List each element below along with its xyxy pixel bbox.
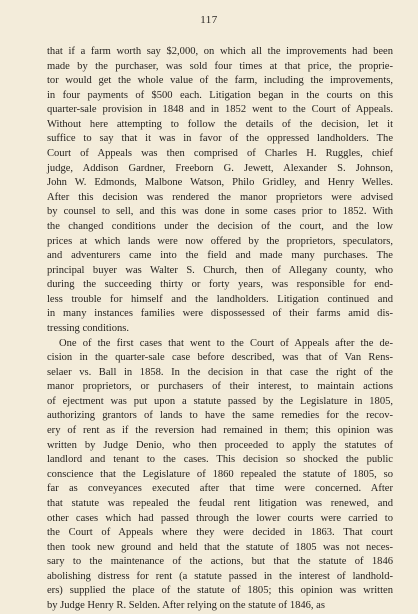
text-line: John W. Edmonds, Malbone Watson, Philo Gridley, and Henry Welles. — [47, 177, 393, 189]
text-line: tor would get the whole value of the farm, including the improvements, — [47, 75, 393, 87]
text-line: written by Judge Denio, who then proceeded to apply the statutes of — [47, 439, 393, 451]
paragraph-2 — [47, 337, 393, 614]
text-line: suffice to say that it was in favor of the oppressed landholders. The — [47, 133, 393, 145]
text-line: in four payments of $500 each. Litigation began in the courts on this — [47, 89, 393, 101]
text-line: and adventurers came into the field and made many purchases. The — [47, 250, 393, 262]
text-line: ers) supplied the place of the statute of 1805; this opinion was written — [47, 585, 393, 597]
text-line: Court of Appeals was then comprised of Charles H. Ruggles, chief — [47, 148, 393, 160]
text-line: manor proprietors, or purchasers of their interest, to maintain actions — [47, 381, 393, 393]
text-line: tressing conditions. — [47, 322, 130, 334]
text-line: that statute was repealed the feudal rent litigation was renewed, and — [47, 497, 393, 509]
text-line: during the succeeding thirty or forty years, was responsible for end- — [47, 279, 393, 291]
text-line: made by the purchaser, was sold four times at that price, the proprie- — [47, 60, 393, 72]
text-line: principal buyer was Walter S. Church, then of Allegany county, who — [47, 264, 393, 276]
text-line: sary to the maintenance of the actions, but that the statute of 1846 — [47, 556, 393, 568]
text-line: One of the first cases that went to the Court of Appeals after the de- — [59, 337, 393, 349]
text-line: After this decision was rendered the manor proprietors were advised — [47, 191, 393, 203]
text-line: the Court of Appeals where they were decided in 1863. That court — [47, 527, 393, 539]
text-line: of ejectment was put upon a statute passed by the Legislature in 1805, — [47, 395, 393, 407]
text-line: landlord and tenant to the cases. This decision so shocked the public — [47, 454, 393, 466]
text-line: less trouble for himself and the landholders. Litigation continued and — [47, 293, 393, 305]
text-line: selaer vs. Ball in 1858. In the decision in that case the right of the — [47, 366, 393, 378]
text-line: other cases which had passed through the lower courts were carried to — [47, 512, 393, 524]
paragraph-1 — [47, 45, 393, 337]
text-line: that if a farm worth say $2,000, on which all the improvements had been — [47, 46, 393, 57]
text-line: in many instances families were dispossessed of their farms amid dis- — [47, 308, 393, 320]
text-line: abolishing distress for rent (a statute passed in the interest of landhold- — [47, 570, 393, 582]
text-line: far as conveyances executed after that time were concerned. After — [47, 483, 393, 495]
text-line: by Judge Henry R. Selden. After relying on the statute of 1846, as — [47, 599, 325, 611]
text-line: judge, Addison Gardner, Freeborn G. Jewett, Alexander S. Johnson, — [47, 162, 393, 174]
text-line: quarter-sale provision in 1848 and in 1852 went to the Court of Appeals. — [47, 104, 393, 116]
text-line: then took new ground and held that the statute of 1805 was not neces- — [47, 541, 393, 553]
text-line: conscience that the Legislature of 1860 repealed the statute of 1805, so — [47, 468, 393, 480]
text-line: Without here attempting to follow the details of the decision, let it — [47, 118, 393, 130]
page-number: 117 — [200, 14, 218, 26]
text-line: prices at which lands were now offered by the proprietors, speculators, — [47, 235, 393, 247]
text-line: by counsel to sell, and this was done in some cases prior to 1852. With — [47, 206, 393, 218]
text-line: authorizing grantors of lands to have the same remedies for the recov- — [47, 410, 393, 422]
text-line: ery of rent as if the reversion had remained in them; this opinion was — [47, 425, 393, 437]
text-line: cision in the quarter-sale case before described, was that of Van Rens- — [47, 352, 393, 364]
text-line: the changed conditions under the decision of the court, and the low — [47, 220, 393, 232]
body-text — [47, 45, 393, 614]
